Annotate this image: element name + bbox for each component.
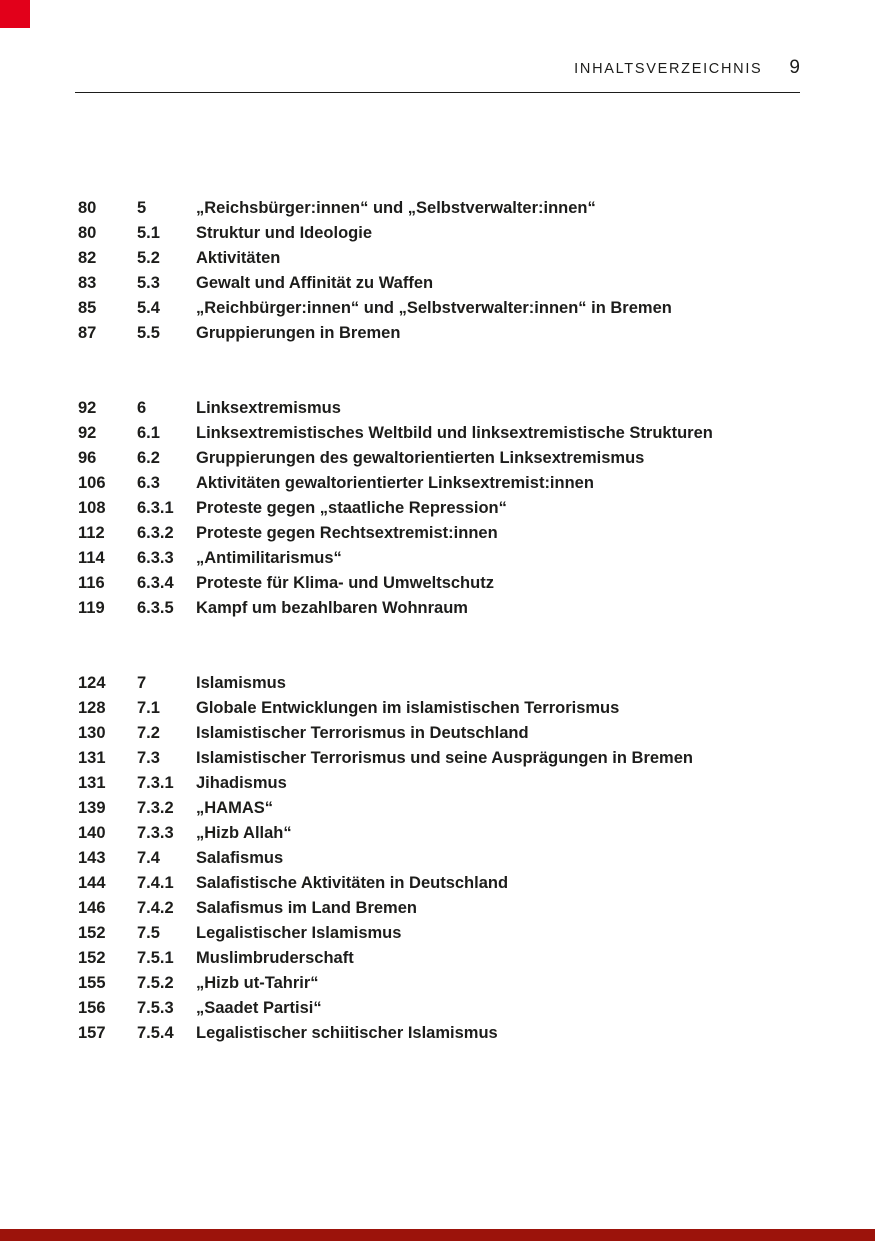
toc-section-number: 6.3.2 xyxy=(137,524,174,542)
toc xyxy=(78,196,820,1096)
toc-section-number: 6 xyxy=(137,399,147,417)
toc-page-number: 152 xyxy=(78,949,106,967)
toc-page-number: 106 xyxy=(78,474,106,492)
toc-section-number: 7.4.2 xyxy=(137,899,174,917)
toc-title: Linksextremismus xyxy=(196,399,341,417)
toc-section-number: 7.5.2 xyxy=(137,974,174,992)
toc-title: Struktur und Ideologie xyxy=(196,224,372,242)
toc-section-number: 7.3.1 xyxy=(137,774,174,792)
header-rule xyxy=(75,0,800,93)
toc-row xyxy=(78,946,820,971)
toc-title: „Hizb ut-Tahrir“ xyxy=(196,974,319,992)
page-header xyxy=(75,0,800,93)
toc-title: „Saadet Partisi“ xyxy=(196,999,322,1017)
toc-title: Jihadismus xyxy=(196,774,287,792)
toc-page-number: 157 xyxy=(78,1024,106,1042)
toc-title: Proteste gegen Rechtsextremist:innen xyxy=(196,524,498,542)
toc-row xyxy=(78,971,820,996)
toc-row xyxy=(78,471,820,496)
toc-row xyxy=(78,446,820,471)
toc-row xyxy=(78,246,820,271)
toc-page-number: 85 xyxy=(78,299,97,317)
toc-title: Islamistischer Terrorismus und seine Ausprägungen in Bremen xyxy=(196,749,693,767)
toc-title: Kampf um bezahlbaren Wohnraum xyxy=(196,599,468,617)
toc-title: „Hizb Allah“ xyxy=(196,824,292,842)
toc-title: „Reichsbürger:innen“ und „Selbstverwalter:innen“ xyxy=(196,199,596,217)
toc-section-number: 7.3 xyxy=(137,749,160,767)
toc-section-number: 7.5.4 xyxy=(137,1024,174,1042)
toc-section-number: 5 xyxy=(137,199,147,217)
footer-bar xyxy=(0,1229,875,1241)
toc-row xyxy=(78,521,820,546)
toc-page-number: 130 xyxy=(78,724,106,742)
toc-row xyxy=(78,571,820,596)
toc-row xyxy=(78,821,820,846)
toc-section-number: 6.3 xyxy=(137,474,160,492)
toc-title: Proteste für Klima- und Umweltschutz xyxy=(196,574,494,592)
toc-title: Legalistischer Islamismus xyxy=(196,924,402,942)
toc-row xyxy=(78,721,820,746)
toc-section-number: 6.3.5 xyxy=(137,599,174,617)
toc-section-number: 6.3.1 xyxy=(137,499,174,517)
toc-page-number: 92 xyxy=(78,424,97,442)
toc-row xyxy=(78,396,820,421)
toc-page-number: 82 xyxy=(78,249,97,267)
toc-section-number: 7.5.3 xyxy=(137,999,174,1017)
toc-page-number: 156 xyxy=(78,999,106,1017)
toc-page-number: 143 xyxy=(78,849,106,867)
toc-row xyxy=(78,321,820,346)
header-title: INHALTSVERZEICHNIS xyxy=(574,61,763,77)
toc-page-number: 112 xyxy=(78,524,105,542)
toc-group xyxy=(78,671,820,1046)
toc-page-number: 80 xyxy=(78,224,97,242)
toc-page-number: 116 xyxy=(78,574,105,592)
toc-title: Aktivitäten gewaltorientierter Linksextremist:innen xyxy=(196,474,594,492)
toc-page-number: 131 xyxy=(78,774,106,792)
toc-page-number: 146 xyxy=(78,899,106,917)
toc-page-number: 80 xyxy=(78,199,97,217)
toc-row xyxy=(78,1021,820,1046)
toc-title: Muslimbruderschaft xyxy=(196,949,354,967)
toc-row xyxy=(78,421,820,446)
toc-page-number: 128 xyxy=(78,699,106,717)
toc-section-number: 5.2 xyxy=(137,249,160,267)
toc-page-number: 119 xyxy=(78,599,105,617)
toc-row xyxy=(78,546,820,571)
toc-row xyxy=(78,296,820,321)
toc-row xyxy=(78,996,820,1021)
toc-row xyxy=(78,796,820,821)
toc-page-number: 152 xyxy=(78,924,106,942)
toc-section-number: 7.5 xyxy=(137,924,160,942)
toc-title: Gewalt und Affinität zu Waffen xyxy=(196,274,434,292)
toc-row xyxy=(78,596,820,621)
toc-page-number: 140 xyxy=(78,824,106,842)
toc-section-number: 6.1 xyxy=(137,424,160,442)
toc-title: Salafismus xyxy=(196,849,284,867)
toc-row xyxy=(78,221,820,246)
toc-title: Gruppierungen des gewaltorientierten Linksextremismus xyxy=(196,449,645,467)
toc-title: Legalistischer schiitischer Islamismus xyxy=(196,1024,498,1042)
toc-section-number: 5.4 xyxy=(137,299,160,317)
toc-page-number: 96 xyxy=(78,449,97,467)
toc-row xyxy=(78,671,820,696)
toc-section-number: 7.4 xyxy=(137,849,160,867)
toc-title: Salafistische Aktivitäten in Deutschland xyxy=(196,874,509,892)
toc-title: „HAMAS“ xyxy=(196,799,273,817)
toc-page-number: 108 xyxy=(78,499,106,517)
accent-square xyxy=(0,0,30,28)
toc-row xyxy=(78,846,820,871)
toc-title: Islamistischer Terrorismus in Deutschland xyxy=(196,724,529,742)
toc-section-number: 7.4.1 xyxy=(137,874,174,892)
toc-row xyxy=(78,271,820,296)
toc-page-number: 87 xyxy=(78,324,97,342)
toc-section-number: 7.1 xyxy=(137,699,160,717)
toc-title: Aktivitäten xyxy=(196,249,281,267)
toc-title: Islamismus xyxy=(196,674,286,692)
toc-row xyxy=(78,921,820,946)
toc-title: „Reichbürger:innen“ und „Selbstverwalter:innen“ in Bremen xyxy=(196,299,672,317)
toc-row xyxy=(78,871,820,896)
toc-page-number: 155 xyxy=(78,974,106,992)
toc-section-number: 6.2 xyxy=(137,449,160,467)
toc-section-number: 7.3.2 xyxy=(137,799,174,817)
toc-group xyxy=(78,196,820,346)
toc-title: „Antimilitarismus“ xyxy=(196,549,342,567)
toc-page-number: 114 xyxy=(78,549,105,567)
toc-row xyxy=(78,696,820,721)
toc-section-number: 5.1 xyxy=(137,224,160,242)
toc-page-number: 131 xyxy=(78,749,106,767)
toc-title: Globale Entwicklungen im islamistischen Terrorismus xyxy=(196,699,620,717)
toc-row xyxy=(78,746,820,771)
toc-title: Linksextremistisches Weltbild und linksextremistische Strukturen xyxy=(196,424,713,442)
toc-section-number: 6.3.3 xyxy=(137,549,174,567)
toc-section-number: 7 xyxy=(137,674,147,692)
toc-page-number: 83 xyxy=(78,274,97,292)
toc-section-number: 7.3.3 xyxy=(137,824,174,842)
toc-row xyxy=(78,196,820,221)
toc-page-number: 92 xyxy=(78,399,97,417)
toc-group xyxy=(78,396,820,621)
toc-page-number: 144 xyxy=(78,874,106,892)
toc-section-number: 5.3 xyxy=(137,274,160,292)
toc-title: Proteste gegen „staatliche Repression“ xyxy=(196,499,507,517)
toc-page-number: 139 xyxy=(78,799,106,817)
toc-page-number: 124 xyxy=(78,674,106,692)
toc-title: Gruppierungen in Bremen xyxy=(196,324,401,342)
toc-section-number: 7.2 xyxy=(137,724,160,742)
toc-section-number: 7.5.1 xyxy=(137,949,174,967)
toc-row xyxy=(78,771,820,796)
header-page-number: 9 xyxy=(789,57,800,78)
toc-title: Salafismus im Land Bremen xyxy=(196,899,417,917)
toc-row xyxy=(78,496,820,521)
toc-section-number: 6.3.4 xyxy=(137,574,174,592)
toc-section-number: 5.5 xyxy=(137,324,160,342)
toc-row xyxy=(78,896,820,921)
